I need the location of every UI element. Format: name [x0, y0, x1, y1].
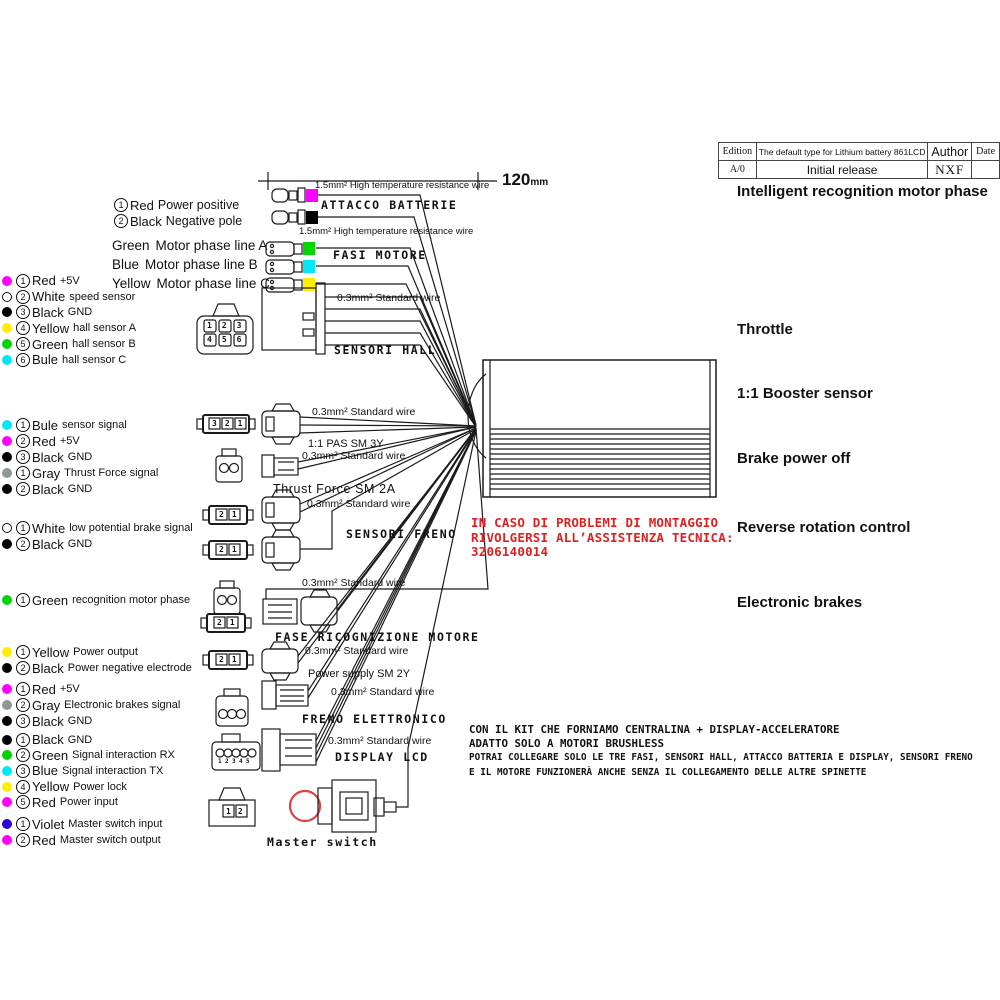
wire-function-label: Signal interaction RX: [72, 749, 175, 762]
wire-color-dot: [2, 766, 12, 776]
wire-color-word: Black: [32, 481, 64, 497]
wire-color-dot: [2, 420, 12, 430]
section-throttle: [737, 321, 999, 340]
wire-function-label: speed sensor: [69, 290, 136, 303]
dimension-value: 120: [502, 170, 531, 189]
freno-elettronico-label: FRENO ELETTRONICO: [302, 712, 447, 726]
kit-note-line: CON IL KIT CHE FORNIAMO CENTRALINA + DISPLAY-ACCELERATORE: [469, 723, 840, 736]
master-switch-labels: [2, 816, 162, 848]
assistance-notice-line: RIVOLGERSI ALL’ASSISTENZA TECNICA:: [471, 529, 734, 545]
wire-color-word: Red: [32, 681, 56, 697]
wire-color-word: Black: [32, 732, 64, 748]
wire-color-word: Yellow: [32, 644, 70, 660]
recognition-wire-labels: [2, 592, 190, 608]
hall-pin-numbers-top: 123: [207, 321, 252, 330]
wire-label-row: [2, 748, 175, 764]
wire-function-label: Electronic brakes signal: [64, 699, 181, 711]
kit-note-line: ADATTO SOLO A MOTORI BRUSHLESS: [469, 737, 665, 751]
wire-function-label: hall sensor A: [73, 322, 137, 335]
display-lcd-label: DISPLAY LCD: [335, 750, 429, 764]
pin-number-circle: 1: [114, 198, 128, 212]
wire-color-dot: [2, 684, 12, 694]
dimension-label: [502, 170, 548, 190]
wire-spec-label: 1.5mm² High temperature resistance wire: [299, 226, 474, 237]
wire-color-word: Violet: [32, 816, 65, 832]
wire-function-label: GND: [67, 451, 93, 463]
wire-label-row: [2, 449, 127, 465]
wire-label-row: [2, 273, 136, 289]
kit-note: [469, 723, 973, 780]
wire-function-label: Motor phase line C: [156, 276, 270, 291]
pin-number-circle: 2: [16, 748, 30, 762]
electronic-brake-labels: [2, 681, 180, 729]
wire-color-word: Gray: [32, 465, 61, 481]
table-cell-description: The default type for Lithium battery 861LCD: [756, 143, 928, 161]
wire-color-dot: [2, 452, 12, 462]
wire-spec-label: 0.3mm² Standard wire: [337, 292, 441, 304]
wire-label-row: [112, 236, 270, 255]
table-cell-date-value: [972, 161, 1000, 179]
pin-number-circle: 1: [16, 521, 30, 535]
wire-label-row: [2, 644, 192, 660]
wire-color-dot: [2, 292, 12, 302]
wire-color-word: Red: [32, 433, 56, 449]
wire-label-row: [2, 794, 175, 810]
wire-color-word: Black: [32, 713, 64, 729]
wire-color-dot: [2, 436, 12, 446]
battery-connector-icon: [272, 188, 476, 425]
wire-label-row: [114, 197, 242, 213]
wire-function-label: Motor phase line A: [155, 238, 268, 253]
pin-number-circle: 1: [16, 466, 30, 480]
wire-label-row: [2, 816, 162, 832]
assistance-notice-line: IN CASO DI PROBLEMI DI MONTAGGIO: [471, 515, 719, 530]
master-pin-numbers: 12: [226, 807, 250, 816]
table-cell-release: Initial release: [756, 161, 928, 179]
wire-color-dot: [2, 647, 12, 657]
section-title: Reverse rotation control: [737, 519, 911, 536]
wire-color-word: Black: [32, 449, 64, 465]
section-title: Brake power off: [737, 450, 851, 467]
wire-color-word: Black: [130, 213, 162, 229]
wire-function-label: Master switch input: [68, 818, 163, 830]
pin-number-circle: 2: [16, 537, 30, 551]
wire-spec-label: 0.3mm² Standard wire: [307, 498, 411, 510]
wire-color-word: Green: [32, 592, 69, 608]
section-booster-sensor: [737, 385, 999, 404]
wire-label-row: [114, 213, 242, 229]
wire-label-row: [2, 660, 192, 676]
section-title: Electronic brakes: [737, 594, 863, 611]
pas-wire-labels: [2, 417, 127, 465]
pin-number-circle: 1: [16, 418, 30, 432]
wire-color-word: Red: [32, 273, 56, 289]
attacco-batterie-label: ATTACCO BATTERIE: [321, 198, 458, 212]
wire-label-row: [2, 320, 136, 336]
wire-color-word: White: [32, 289, 66, 305]
wire-color-dot: [2, 735, 12, 745]
wire-function-label: Thrust Force signal: [64, 467, 159, 479]
brake2-pin-numbers: 21: [219, 545, 245, 554]
wire-color-dot: [2, 339, 12, 349]
wire-function-label: +5V: [59, 683, 80, 695]
kit-note-line: POTRAI COLLEGARE SOLO LE TRE FASI, SENSORI HALL, ATTACCO BATTERIA E DISPLAY, SENSORI FRENO: [469, 752, 973, 764]
master-switch-label: Master switch: [267, 835, 378, 849]
wire-label-row: [2, 779, 175, 795]
wire-label-row: [2, 305, 136, 321]
wire-color-word: Black: [32, 660, 64, 676]
wire-color-word: Bule: [32, 352, 59, 368]
wire-label-row: [2, 763, 175, 779]
wire-color-dot: [2, 307, 12, 317]
wire-label-row: [2, 832, 162, 848]
wire-color-word: Yellow: [32, 779, 70, 795]
wire-label-row: [2, 417, 127, 433]
section-title: 1:1 Booster sensor: [737, 385, 873, 402]
pin-number-circle: 5: [16, 795, 30, 809]
wire-label-row: [2, 713, 180, 729]
display-wire-labels: [2, 732, 175, 810]
wire-color-dot: [2, 797, 12, 807]
pas-pin-numbers: 321: [212, 419, 251, 428]
wire-color-dot: [2, 523, 12, 533]
wire-function-label: Negative pole: [165, 214, 243, 228]
pin-number-circle: 2: [16, 661, 30, 675]
fasi-motore-label: FASI MOTORE: [333, 248, 427, 262]
pin-number-circle: 3: [16, 305, 30, 319]
revision-table: [718, 142, 1000, 179]
wire-color-dot: [2, 700, 12, 710]
wire-function-label: Power output: [73, 646, 138, 658]
wire-color-dot: [2, 484, 12, 494]
wire-color-dot: [2, 323, 12, 333]
wire-function-label: Master switch output: [59, 834, 161, 846]
section-title: Intelligent recognition motor phase: [737, 183, 988, 200]
wire-function-label: GND: [67, 733, 93, 746]
table-cell-edition-value: A/0: [719, 161, 757, 179]
wire-color-dot: [2, 595, 12, 605]
wire-spec-label: 1.5mm² High temperature resistance wire: [315, 180, 490, 191]
section-intelligent-recognition: [737, 183, 999, 202]
recognition-pin-numbers: 21: [217, 618, 243, 627]
motor-phase-connector-icon: [266, 242, 476, 426]
wire-color-word: Gray: [32, 697, 61, 713]
wire-label-row: [2, 352, 136, 368]
section-electronic-brakes: [737, 594, 999, 613]
wire-color-dot: [2, 539, 12, 549]
wire-spec-label: 0.3mm² Standard wire: [312, 406, 416, 418]
section-brake-power-off: [737, 450, 999, 469]
wire-function-label: hall sensor C: [62, 353, 127, 366]
wire-label-row: [2, 481, 158, 497]
kit-note-line: E IL MOTORE FUNZIONERÀ ANCHE SENZA IL COLLEGAMENTO DELLE ALTRE SPINETTE: [469, 766, 867, 778]
section-reverse-rotation: [737, 519, 999, 538]
pin-number-circle: 4: [16, 780, 30, 794]
pin-number-circle: 2: [16, 698, 30, 712]
pin-number-circle: 4: [16, 321, 30, 335]
wire-label-row: [2, 681, 180, 697]
wire-color-word: Red: [32, 832, 56, 848]
wire-color-word: Yellow: [112, 276, 151, 291]
section-title: Throttle: [737, 321, 793, 338]
recognition-socket-icon: [214, 581, 240, 614]
wire-color-word: Black: [32, 304, 64, 320]
brake-wire-labels: [2, 520, 193, 552]
power-supply-label: Power supply SM 2Y: [308, 668, 411, 680]
pas-label: 1:1 PAS SM 3Y: [308, 438, 384, 450]
wire-color-word: Green: [112, 238, 150, 253]
sensori-freno-label: SENSORI FRENO: [346, 527, 457, 541]
assistance-phone: 3206140014: [471, 544, 549, 559]
wire-color-dot: [2, 819, 12, 829]
wire-color-word: Blue: [112, 257, 140, 272]
pin-number-circle: 1: [16, 274, 30, 288]
assistance-notice: [471, 516, 734, 560]
fase-ricognizione-label: FASE RICOGNIZIONE MOTORE: [275, 630, 480, 644]
pin-number-circle: 2: [16, 833, 30, 847]
pin-number-circle: 1: [16, 817, 30, 831]
wire-color-word: Green: [32, 336, 69, 352]
power-pin-numbers: 21: [219, 655, 245, 664]
power-output-labels: [2, 644, 192, 676]
wire-function-label: Motor phase line B: [145, 257, 258, 272]
wire-label-row: [112, 255, 270, 274]
wire-function-label: +5V: [59, 435, 80, 447]
pin-number-circle: 5: [16, 337, 30, 351]
wire-color-word: Red: [32, 794, 56, 810]
wire-function-label: Power negative electrode: [67, 662, 192, 674]
wire-spec-label: 0.3mm² Standard wire: [305, 645, 409, 657]
wire-function-label: hall sensor B: [72, 338, 136, 351]
wire-function-label: recognition motor phase: [72, 594, 191, 606]
wire-color-word: Yellow: [32, 320, 70, 336]
pin-number-circle: 1: [16, 645, 30, 659]
wire-label-row: [2, 520, 193, 536]
wire-function-label: Power lock: [73, 780, 127, 793]
wire-function-label: Power input: [59, 796, 118, 809]
wire-spec-label: 0.3mm² Standard wire: [328, 735, 432, 747]
wire-label-row: [2, 289, 136, 305]
wire-function-label: GND: [67, 538, 93, 550]
table-cell-author-value: NXF: [928, 161, 972, 179]
wire-function-label: GND: [67, 715, 93, 727]
wire-color-word: Red: [130, 197, 154, 213]
hall-pin-numbers-bottom: 456: [207, 335, 252, 344]
wire-function-label: +5V: [59, 274, 80, 287]
thrust-wire-labels: [2, 465, 158, 497]
wire-color-dot: [2, 782, 12, 792]
wire-label-row: [2, 536, 193, 552]
wire-function-label: Signal interaction TX: [62, 764, 164, 777]
wire-color-dot: [2, 750, 12, 760]
sensori-hall-label: SENSORI HALL: [334, 343, 437, 357]
pin-number-circle: 1: [16, 733, 30, 747]
controller-box: [468, 360, 716, 497]
pin-number-circle: 1: [16, 682, 30, 696]
wire-label-row: [2, 433, 127, 449]
wire-color-dot: [2, 835, 12, 845]
wire-color-word: Blue: [32, 763, 59, 779]
pin-number-circle: 2: [114, 214, 128, 228]
pin-number-circle: 2: [16, 290, 30, 304]
pin-number-circle: 3: [16, 764, 30, 778]
wire-spec-label: 0.3mm² Standard wire: [331, 686, 435, 698]
wire-function-label: low potential brake signal: [69, 522, 193, 534]
battery-wire-labels: [114, 197, 242, 229]
pin-number-circle: 2: [16, 482, 30, 496]
wire-label-row: [2, 465, 158, 481]
dimension-unit: mm: [530, 177, 549, 188]
wire-color-word: Green: [32, 747, 69, 763]
wire-label-row: [2, 336, 136, 352]
wire-color-dot: [2, 716, 12, 726]
wire-label-row: [2, 732, 175, 748]
wire-function-label: GND: [67, 483, 93, 495]
wire-color-word: White: [32, 520, 66, 536]
pin-number-circle: 2: [16, 434, 30, 448]
wire-function-label: Power positive: [157, 198, 240, 212]
pin-number-circle: 1: [16, 593, 30, 607]
ebrake-socket-icon: [216, 689, 248, 726]
table-cell-date: Date: [972, 143, 1000, 161]
brake1-pin-numbers: 21: [219, 510, 245, 519]
pin-number-circle: 6: [16, 353, 30, 367]
wire-color-dot: [2, 276, 12, 286]
wire-function-label: GND: [67, 306, 93, 319]
pin-number-circle: 3: [16, 714, 30, 728]
thrust-force-label: Thrust Force SM 2A: [273, 482, 396, 496]
display-pin-numbers: 12345: [218, 758, 254, 765]
table-cell-edition: Edition: [719, 143, 757, 161]
pin-number-circle: 3: [16, 450, 30, 464]
wire-color-word: Black: [32, 536, 64, 552]
wire-color-word: Bule: [32, 417, 59, 433]
table-cell-author: Author: [928, 143, 972, 161]
wire-function-label: sensor signal: [62, 419, 127, 431]
wire-color-dot: [2, 355, 12, 365]
hall-wire-labels: [2, 273, 136, 368]
wire-color-dot: [2, 468, 12, 478]
wire-spec-label: 0.3mm² Standard wire: [302, 450, 406, 462]
wire-label-row: [2, 697, 180, 713]
wire-label-row: [2, 592, 190, 608]
wire-spec-label: 0.3mm² Standard wire: [302, 577, 406, 589]
wire-color-dot: [2, 663, 12, 673]
thrust-socket-icon: [216, 449, 242, 482]
